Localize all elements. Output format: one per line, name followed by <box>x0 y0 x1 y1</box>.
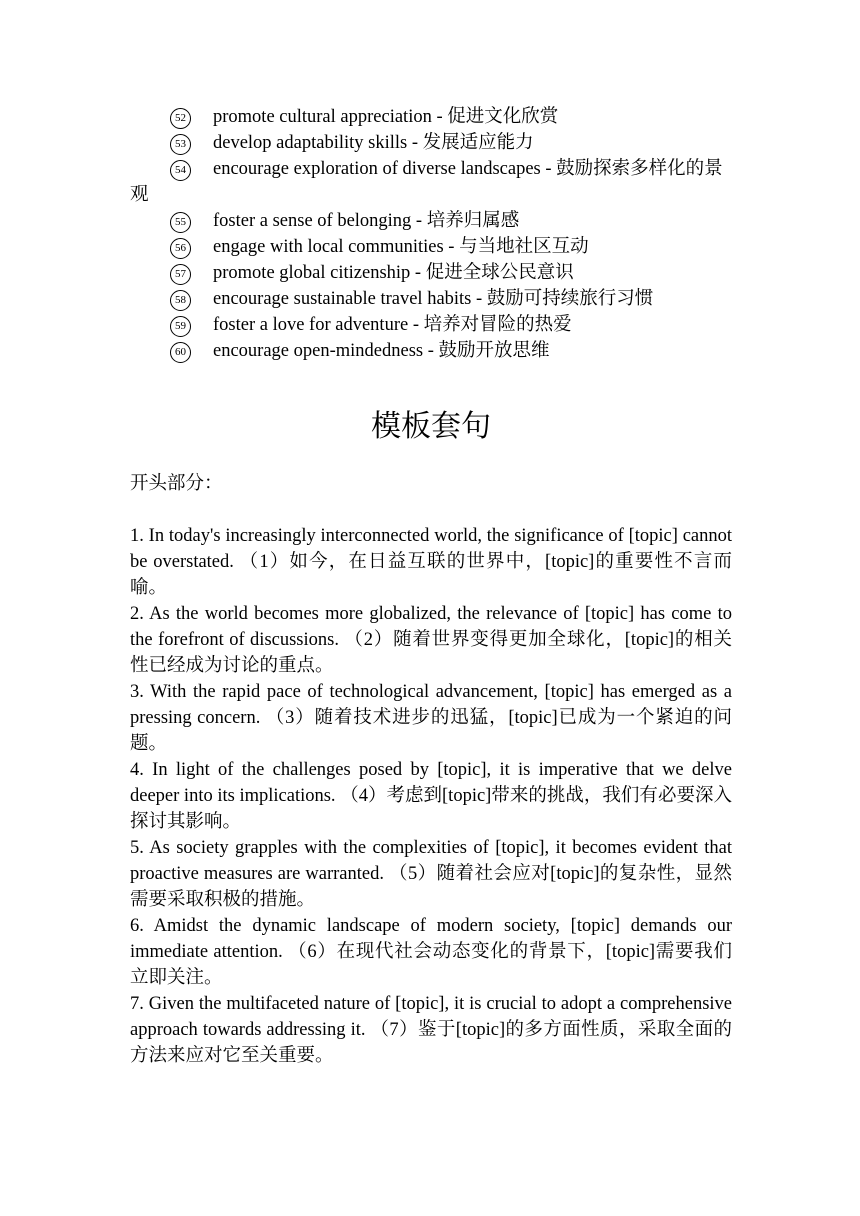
list-item <box>130 156 732 208</box>
item-number: 60 <box>170 342 191 363</box>
list-item <box>130 260 732 286</box>
item-text: foster a love for adventure - 培养对冒险的热爱 <box>213 315 572 335</box>
list-item <box>130 130 732 156</box>
item-number: 53 <box>170 134 191 155</box>
sentence-item: 2. As the world becomes more globalized, the relevance of [topic] has come to the forefront of discussions. （2）随着世界变得更加全球化，[topic]的相关性已经成为讨论的重点。 <box>130 604 732 676</box>
document-page <box>130 104 732 1069</box>
sentence-item: 1. In today's increasingly interconnected world, the significance of [topic] cannot be overstated. （1）如今，在日益互联的世界中，[topic]的重要性不言而喻。 <box>130 526 732 598</box>
item-text: encourage open-mindedness - 鼓励开放思维 <box>213 341 550 361</box>
item-text: foster a sense of belonging - 培养归属感 <box>213 211 520 231</box>
list-item <box>130 208 732 234</box>
sentence-item: 4. In light of the challenges posed by [topic], it is imperative that we delve deeper into its implications. （4）考虑到[topic]带来的挑战，我们有必要深入探讨其影响。 <box>130 760 732 832</box>
item-text: encourage exploration of diverse landscapes - 鼓励探索多样化的景观 <box>130 159 723 205</box>
sentence-item: 3. With the rapid pace of technological advancement, [topic] has emerged as a pressing concern. （3）随着技术进步的迅猛，[topic]已成为一个紧迫的问题。 <box>130 682 732 754</box>
item-text: develop adaptability skills - 发展适应能力 <box>213 133 534 153</box>
sentence-item: 7. Given the multifaceted nature of [topic], it is crucial to adopt a comprehensive approach towards addressing it. （7）鉴于[topic]的多方面性质，采取全面的方法来应对它至关重要。 <box>130 994 732 1066</box>
item-number: 55 <box>170 212 191 233</box>
list-item <box>130 234 732 260</box>
list-item <box>130 286 732 312</box>
item-number: 56 <box>170 238 191 259</box>
intro-label: 开头部分： <box>130 474 223 494</box>
list-item <box>130 312 732 338</box>
item-number: 57 <box>170 264 191 285</box>
item-number: 52 <box>170 108 191 129</box>
item-text: promote cultural appreciation - 促进文化欣赏 <box>213 107 559 127</box>
item-number: 58 <box>170 290 191 311</box>
item-number: 59 <box>170 316 191 337</box>
list-item <box>130 338 732 364</box>
item-text: encourage sustainable travel habits - 鼓励可持续旅行习惯 <box>213 289 654 309</box>
vocab-list <box>130 104 732 364</box>
item-text: engage with local communities - 与当地社区互动 <box>213 237 589 257</box>
list-item <box>130 104 732 130</box>
section-title: 模板套句 <box>371 410 491 443</box>
sentence-item: 5. As society grapples with the complexities of [topic], it becomes evident that proactive measures are warranted. （5）随着社会应对[topic]的复杂性，显然需要采取积极的措施。 <box>130 838 732 910</box>
item-text: promote global citizenship - 促进全球公民意识 <box>213 263 574 283</box>
item-number: 54 <box>170 160 191 181</box>
sentence-item: 6. Amidst the dynamic landscape of modern society, [topic] demands our immediate attention. （6）在现代社会动态变化的背景下，[topic]需要我们立即关注。 <box>130 916 732 988</box>
template-sentences <box>130 523 732 1069</box>
